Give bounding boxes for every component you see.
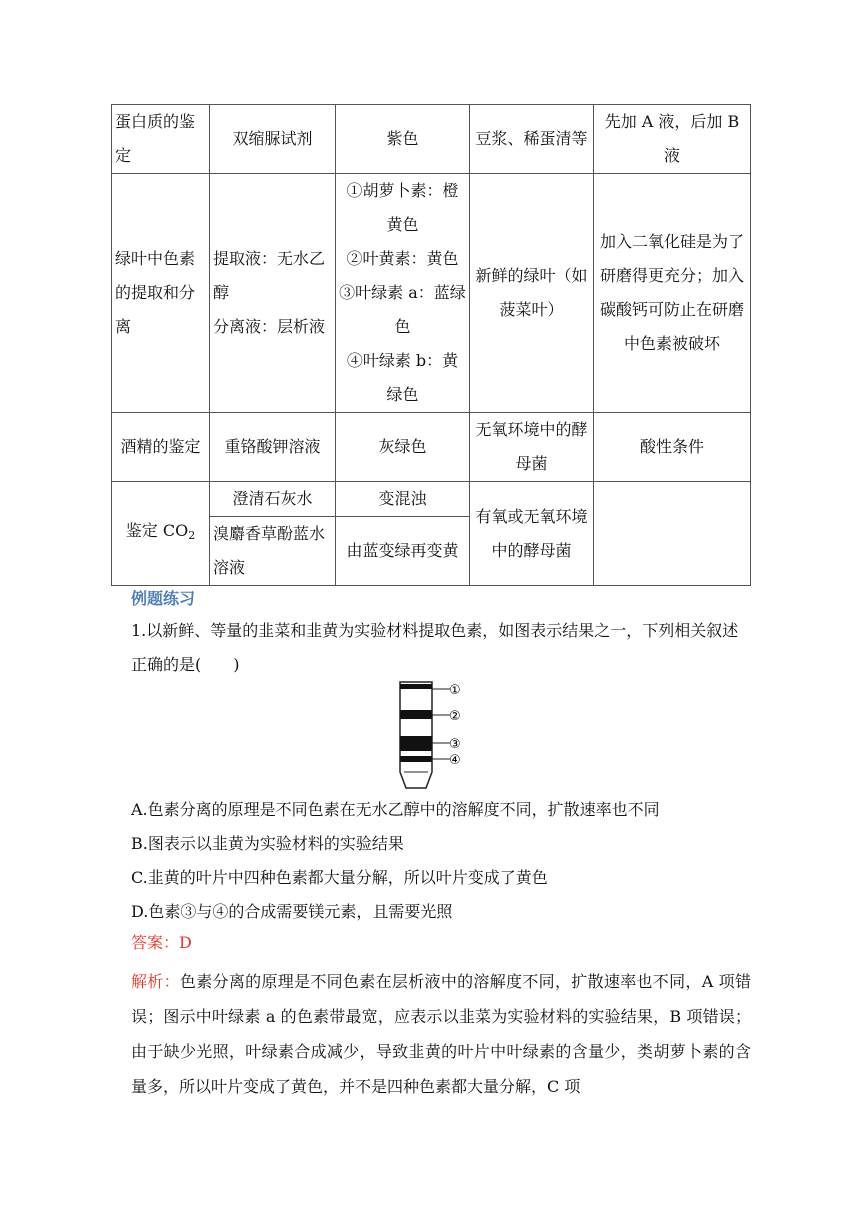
- table-cell: 重铬酸钾溶液: [210, 413, 336, 482]
- figure-label-4: ④: [449, 753, 461, 768]
- table-cell: 蛋白质的鉴定: [112, 105, 210, 174]
- table-cell: [594, 482, 751, 586]
- table-cell: 由蓝变绿再变黄: [336, 517, 470, 586]
- table-cell: 紫色: [336, 105, 470, 174]
- pigment-band-1: [400, 684, 432, 689]
- pigment-band-2: [400, 710, 432, 719]
- table-cell: 提取液：无水乙醇 分离液：层析液: [210, 174, 336, 413]
- question-stem: 1.以新鲜、等量的韭菜和韭黄为实验材料提取色素，如图表示结果之一，下列相关叙述正确的是( ): [131, 621, 739, 674]
- table-cell: 酒精的鉴定: [112, 413, 210, 482]
- analysis-text: 色素分离的原理是不同色素在层析液中的溶解度不同，扩散速率也不同，A 项错误；图示中叶绿素 a 的色素带最宽，应表示以韭菜为实验材料的实验结果，B 项错误；由于缺少光照，叶绿素合成减少，导致韭黄的叶片中叶绿素的含量少，类胡萝卜素的含量多，所以叶片变成了黄色，并不是四种色素都大量分解，C 项: [131, 972, 751, 1096]
- figure-label-2: ②: [449, 709, 461, 724]
- co2-subscript: 2: [188, 529, 196, 542]
- table-cell: ①胡萝卜素：橙黄色 ②叶黄素：黄色 ③叶绿素 a：蓝绿色 ④叶绿素 b：黄绿色: [336, 174, 470, 413]
- analysis-label: 解析：: [131, 972, 180, 991]
- table-row: [112, 174, 751, 413]
- answer-line: 答案：D: [131, 933, 192, 952]
- analysis-paragraph: [131, 964, 751, 1104]
- table-cell: 变混浊: [336, 482, 470, 517]
- table-cell: 澄清石灰水: [210, 482, 336, 517]
- table-cell: 酸性条件: [594, 413, 751, 482]
- table-row: [112, 105, 751, 174]
- chromatography-strip-figure: [392, 680, 472, 790]
- table-cell: 新鲜的绿叶（如菠菜叶）: [470, 174, 594, 413]
- table-row: [112, 413, 751, 482]
- table-cell: 溴麝香草酚蓝水溶液: [210, 517, 336, 586]
- experiment-table: [111, 104, 751, 586]
- table-cell: 先加 A 液，后加 B 液: [594, 105, 751, 174]
- option-d: D.色素③与④的合成需要镁元素，且需要光照: [131, 902, 453, 921]
- figure-label-1: ①: [449, 683, 461, 698]
- option-c: C.韭黄的叶片中四种色素都大量分解，所以叶片变成了黄色: [131, 868, 548, 887]
- table-cell: 灰绿色: [336, 413, 470, 482]
- table-cell: [112, 482, 210, 586]
- table-cell: 有氧或无氧环境中的酵母菌: [470, 482, 594, 586]
- section-title: 例题练习: [131, 589, 196, 608]
- co2-label: 鉴定 CO: [125, 521, 189, 540]
- table-row: [112, 482, 751, 517]
- pigment-band-4: [400, 756, 432, 762]
- option-a: A.色素分离的原理是不同色素在无水乙醇中的溶解度不同，扩散速率也不同: [131, 800, 660, 819]
- table-cell: 无氧环境中的酵母菌: [470, 413, 594, 482]
- table-cell: 豆浆、稀蛋清等: [470, 105, 594, 174]
- table-cell: 绿叶中色素的提取和分离: [112, 174, 210, 413]
- table-cell: 加入二氧化硅是为了研磨得更充分；加入碳酸钙可防止在研磨中色素被破坏: [594, 174, 751, 413]
- option-b: B.图表示以韭黄为实验材料的实验结果: [131, 834, 404, 853]
- pigment-band-3: [400, 736, 432, 751]
- figure-label-3: ③: [449, 737, 461, 752]
- table-cell: 双缩脲试剂: [210, 105, 336, 174]
